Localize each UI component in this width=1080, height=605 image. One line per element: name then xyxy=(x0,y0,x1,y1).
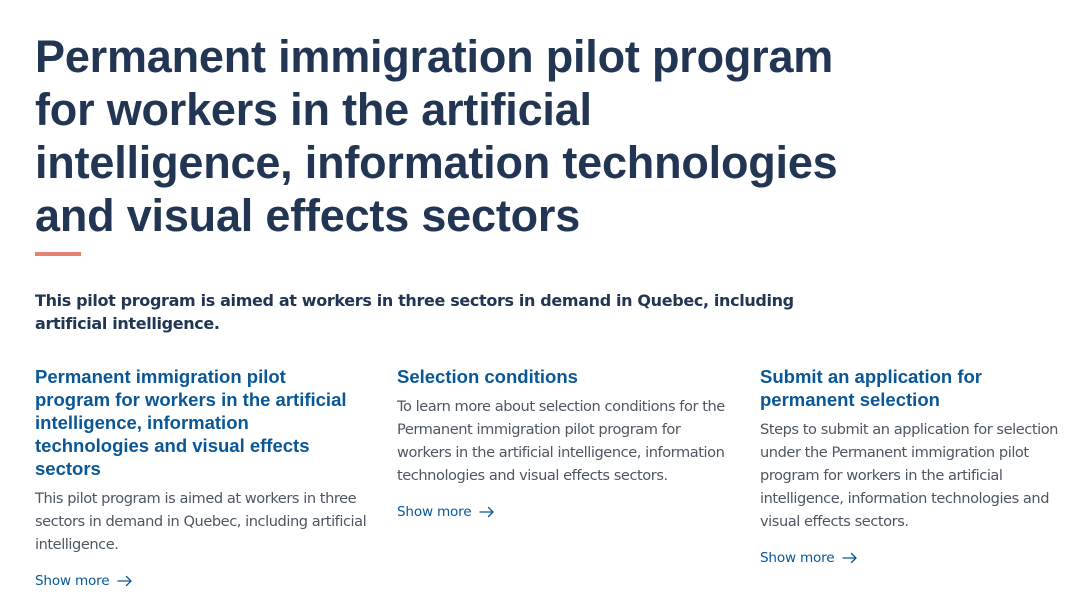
arrow-right-icon xyxy=(117,575,133,587)
card-description: This pilot program is aimed at workers in three sectors in demand in Quebec, including artificial intelligence. xyxy=(35,490,367,553)
page-title: Permanent immigration pilot program for workers in the artificial intelligence, information technologies and visual effects sectors xyxy=(35,31,838,241)
card-title-submit-application[interactable]: Submit an application for permanent selection xyxy=(760,366,983,410)
card-pilot-program xyxy=(35,365,367,590)
card-title-pilot-program[interactable]: Permanent immigration pilot program for workers in the artificial intelligence, information technologies and visual effects sectors xyxy=(35,366,347,479)
page-intro: This pilot program is aimed at workers in three sectors in demand in Quebec, including artificial intelligence. xyxy=(35,291,794,333)
show-more-label: Show more xyxy=(35,573,110,589)
show-more-link[interactable] xyxy=(397,503,495,521)
arrow-right-icon xyxy=(479,506,495,518)
show-more-link[interactable] xyxy=(35,572,133,590)
card-description: To learn more about selection conditions for the Permanent immigration pilot program for workers in the artificial intelligence, information technologies and visual effects sectors. xyxy=(397,398,725,484)
show-more-label: Show more xyxy=(397,504,472,520)
page-content xyxy=(35,30,1075,589)
show-more-link[interactable] xyxy=(760,549,858,567)
card-selection-conditions xyxy=(397,365,725,521)
arrow-right-icon xyxy=(842,552,858,564)
card-submit-application xyxy=(760,365,1080,567)
title-accent-bar xyxy=(35,252,81,256)
card-list xyxy=(35,365,1080,605)
card-title-selection-conditions[interactable]: Selection conditions xyxy=(397,366,578,387)
show-more-label: Show more xyxy=(760,550,835,566)
card-description: Steps to submit an application for selection under the Permanent immigration pilot program for workers in the artificial intelligence, information technologies and visual effects sectors. xyxy=(760,421,1058,530)
